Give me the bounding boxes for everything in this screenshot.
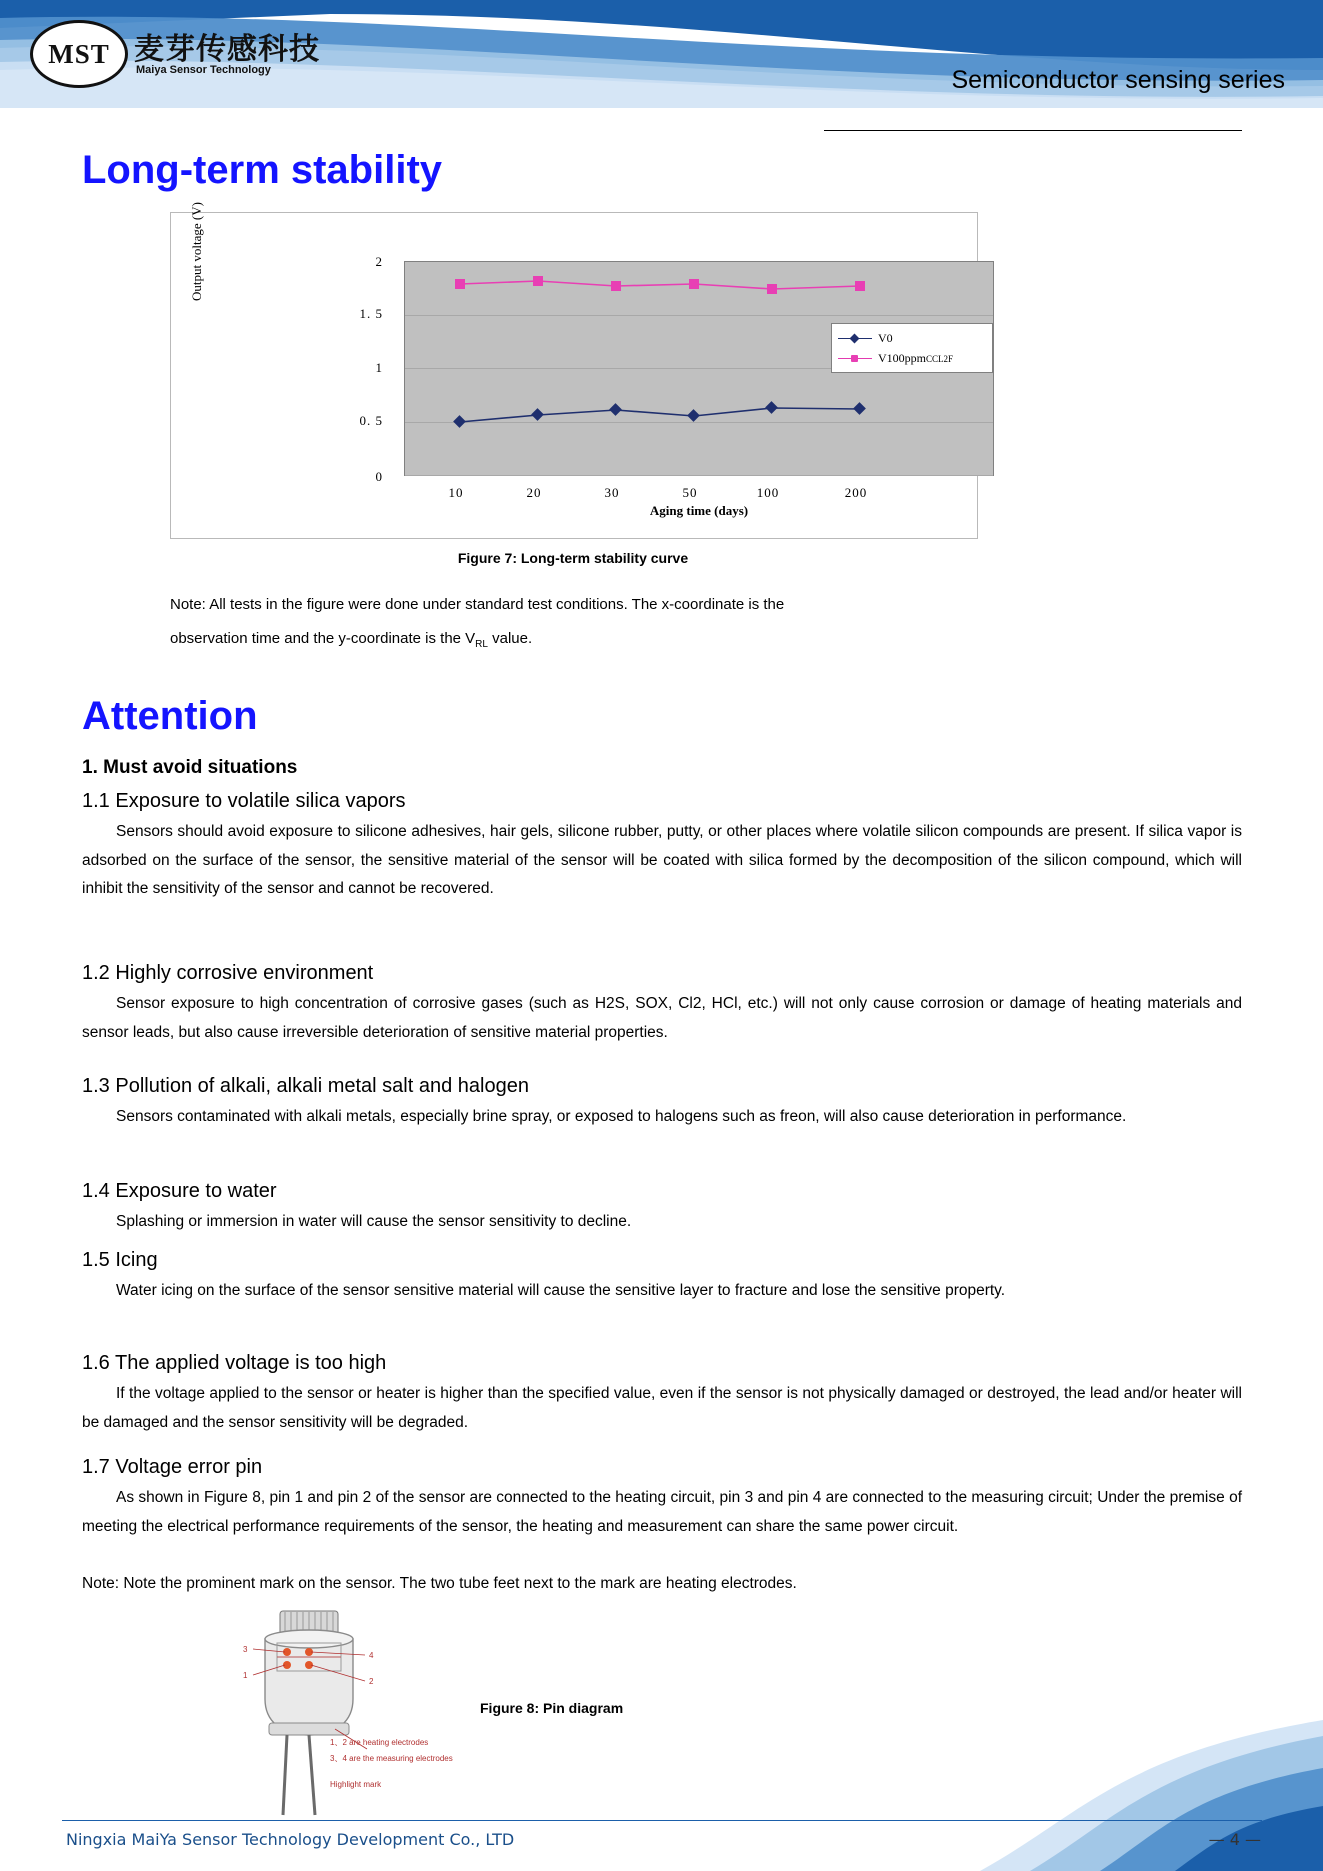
legend-label-v0: V0 xyxy=(878,330,893,345)
figure-8-legend-line3: Highlight mark xyxy=(330,1780,382,1789)
footer-rule xyxy=(62,1820,1262,1821)
company-logo xyxy=(30,18,330,88)
chart-y-tick-15: 1. 5 xyxy=(359,306,383,321)
legend-line-icon xyxy=(838,358,872,359)
heading-1-3: 1.3 Pollution of alkali, alkali metal salt and halogen xyxy=(82,1075,529,1097)
legend-label-v100ppm: V100ppmCCL2F xyxy=(878,350,954,365)
chart-x-tick-100: 100 xyxy=(756,485,780,500)
figure-7-chart xyxy=(170,202,978,539)
chart-x-tick-20: 20 xyxy=(526,485,542,500)
footer-company-name: Ningxia MaiYa Sensor Technology Development Co., LTD xyxy=(66,1830,515,1849)
chart-y-tick-1: 1 xyxy=(375,360,383,375)
heading-1-2: 1.2 Highly corrosive environment xyxy=(82,962,374,984)
chart-legend xyxy=(831,323,993,373)
paragraph-1-3: Sensors contaminated with alkali metals, especially brine spray, or exposed to halogens such as freon, will also cause deterioration in performance. xyxy=(116,1108,1127,1125)
heading-1-6: 1.6 The applied voltage is too high xyxy=(82,1352,387,1374)
page-title-attention: Attention xyxy=(82,694,258,738)
chart-x-axis-label: Aging time (days) xyxy=(649,503,749,518)
chart-x-tick-200: 200 xyxy=(844,485,868,500)
chart-y-tick-2: 2 xyxy=(375,254,383,269)
heading-1-must-avoid: 1. Must avoid situations xyxy=(82,757,298,778)
series-title: Semiconductor sensing series xyxy=(951,66,1285,94)
heading-1-4: 1.4 Exposure to water xyxy=(82,1180,277,1202)
figure-8-caption: Figure 8: Pin diagram xyxy=(480,1700,624,1716)
logo-circle-icon xyxy=(30,20,128,88)
figure-7-caption: Figure 7: Long-term stability curve xyxy=(457,550,689,566)
chart-y-axis-label: Output voltage (V) xyxy=(189,202,204,301)
chart-y-tick-0: 0 xyxy=(375,469,383,484)
logo-english-name: Maiya Sensor Technology xyxy=(136,64,271,76)
svg-text:2: 2 xyxy=(369,1677,374,1686)
logo-mark-text: MST xyxy=(48,38,110,69)
figure-7-note-line1: Note: All tests in the figure were done under standard test conditions. The x-coordinate is the xyxy=(170,596,785,613)
series-title-rule xyxy=(824,130,1242,131)
paragraph-1-1: Sensors should avoid exposure to silicone adhesives, hair gels, silicone rubber, putty, or other places where volatile silicon compounds are present. If silica vapor is adsorbed on the surface of the sensor, the sensitive material of the sensor will be coated with silica formed by the decomposition of the silicon compound, which will inhibit the sensitivity of the sensor and cannot be recovered. xyxy=(82,823,1242,897)
legend-item-v100ppm xyxy=(838,348,953,368)
chart-x-tick-50: 50 xyxy=(682,485,698,500)
paragraph-1-4: Splashing or immersion in water will cause the sensor sensitivity to decline. xyxy=(116,1213,632,1230)
chart-y-tick-05: 0. 5 xyxy=(359,413,383,428)
paragraph-1-2: Sensor exposure to high concentration of corrosive gases (such as H2S, SOX, Cl2, HCl, etc.) will not only cause corrosion or damage of heating materials and sensor leads, but also cause irreversible deterioration of sensitive material properties. xyxy=(82,995,1242,1041)
svg-text:3: 3 xyxy=(243,1645,248,1654)
chart-x-tick-30: 30 xyxy=(604,485,620,500)
logo-chinese-name: 麦芽传感科技 xyxy=(134,32,320,67)
page-title-long-term-stability: Long-term stability xyxy=(82,148,443,192)
paragraph-1-7-note: Note: Note the prominent mark on the sensor. The two tube feet next to the mark are heating electrodes. xyxy=(82,1575,797,1592)
legend-line-icon xyxy=(838,338,872,339)
chart-x-tick-10: 10 xyxy=(448,485,464,500)
paragraph-1-7: As shown in Figure 8, pin 1 and pin 2 of the sensor are connected to the heating circuit, pin 3 and pin 4 are connected to the measuring circuit; Under the premise of meeting the electrical performance requirements of the sensor, the heating and measurement can share the same power circuit. xyxy=(82,1489,1242,1535)
figure-7-note xyxy=(170,588,1130,662)
heading-1-1: 1.1 Exposure to volatile silica vapors xyxy=(82,790,406,812)
paragraph-1-6: If the voltage applied to the sensor or heater is higher than the specified value, even if the sensor is not physically damaged or destroyed, the lead and/or heater will be damaged and the sensor sensitivity will be degraded. xyxy=(82,1385,1242,1431)
legend-item-v0 xyxy=(838,328,893,348)
svg-text:1: 1 xyxy=(243,1671,248,1680)
heading-1-5: 1.5 Icing xyxy=(82,1249,158,1271)
footer-page-number: — 4 — xyxy=(1208,1830,1261,1849)
figure-8-legend-line2: 3、4 are the measuring electrodes xyxy=(330,1754,453,1763)
figure-7-note-line2: observation time and the y-coordinate is the $V_{RL}$ value. xyxy=(170,630,533,650)
figure-8-legend-line1: 1、2 are heating electrodes xyxy=(330,1738,429,1747)
paragraph-1-5: Water icing on the surface of the sensor sensitive material will cause the sensitive layer to fracture and lose the sensitive property. xyxy=(116,1282,1006,1299)
heading-1-7: 1.7 Voltage error pin xyxy=(82,1456,263,1478)
svg-text:4: 4 xyxy=(369,1651,374,1660)
